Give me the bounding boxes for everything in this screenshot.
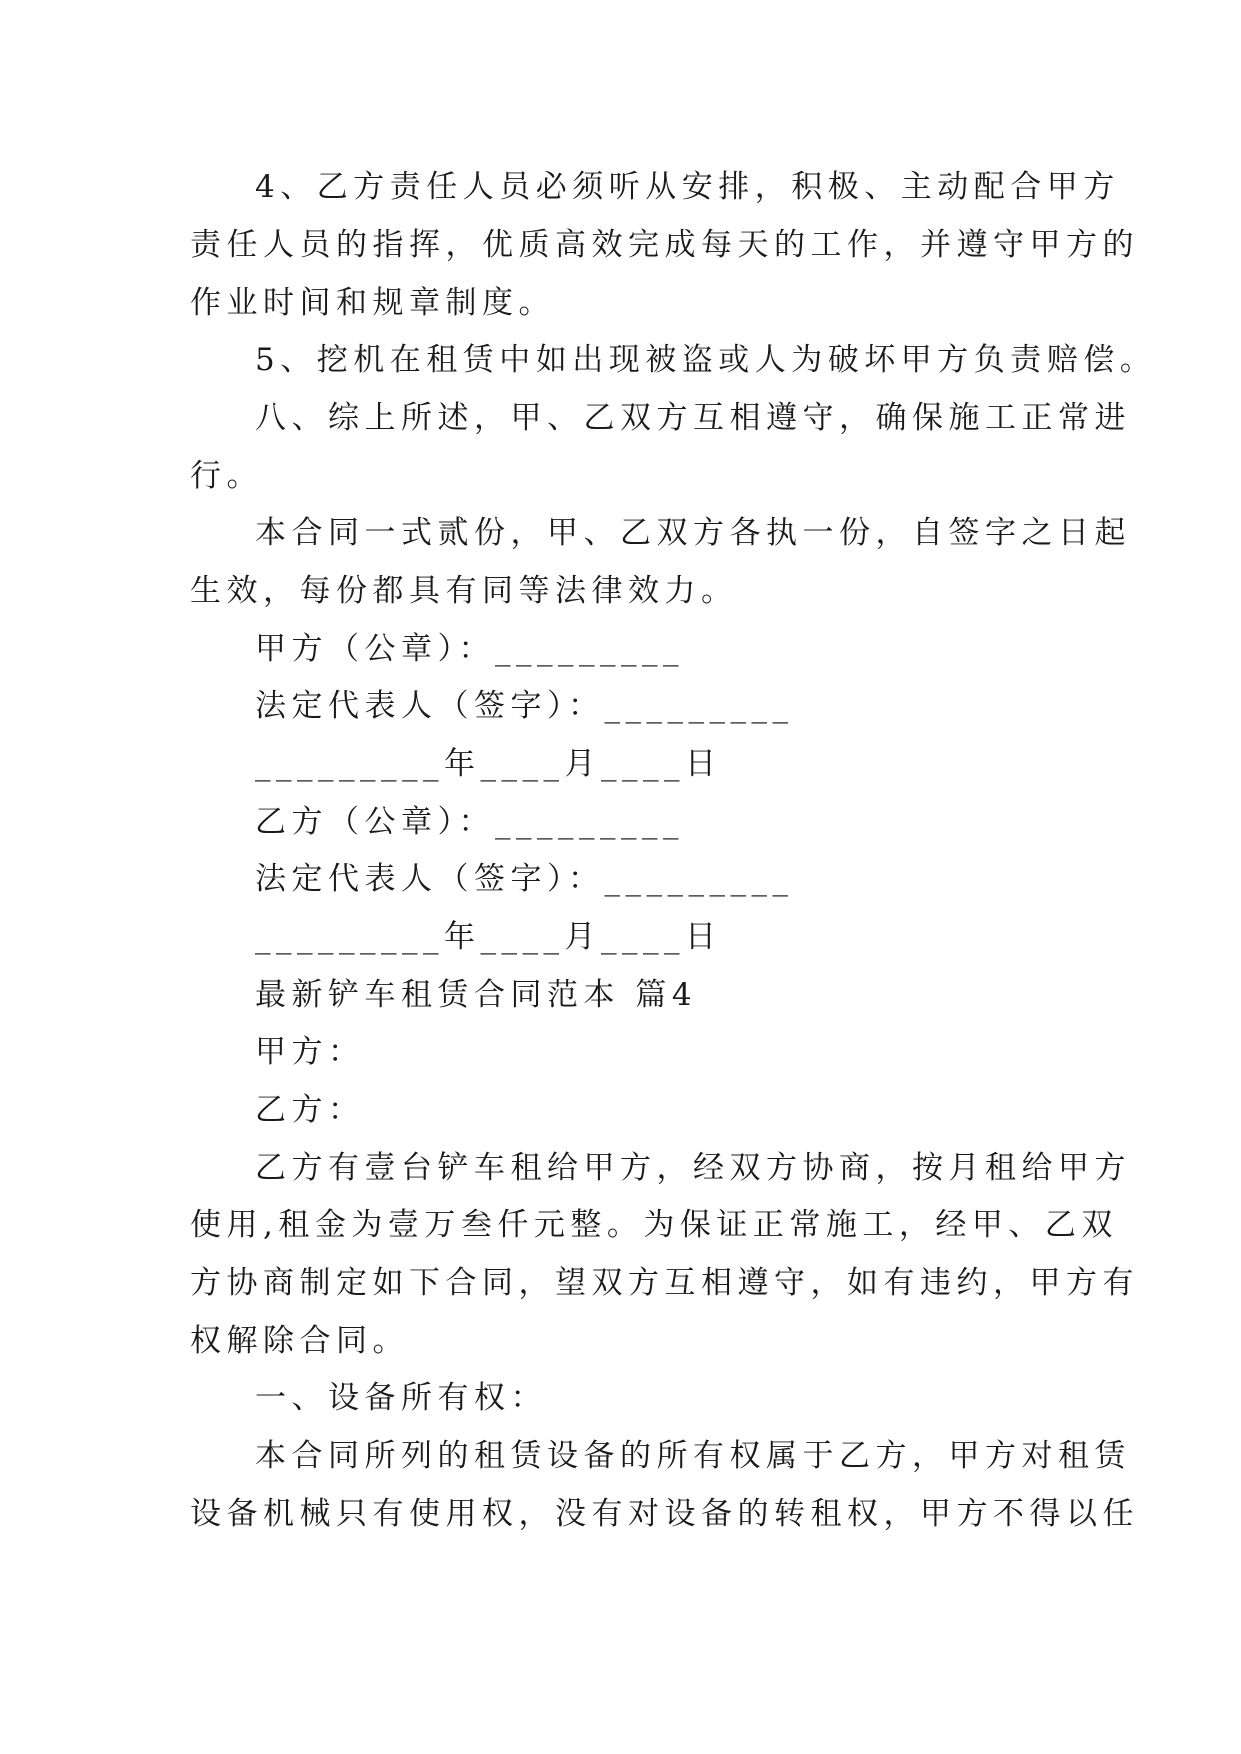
paragraph-line: 本合同一式贰份，甲、乙双方各执一份，自签字之日起 (255, 515, 1131, 551)
paragraph-line: 4、乙方责任人员必须听从安排，积极、主动配合甲方 (255, 169, 1120, 205)
paragraph-line: 八、综上所述，甲、乙双方互相遵守，确保施工正常进 (255, 400, 1131, 436)
paragraph-line: 使用,租金为壹万叁仟元整。为保证正常施工，经甲、乙双 (190, 1207, 1118, 1243)
section-title: 最新铲车租赁合同范本 篇4 (255, 977, 698, 1013)
paragraph-line: 方协商制定如下合同，望双方互相遵守，如有违约，甲方有 (190, 1265, 1139, 1301)
paragraph-line: 乙方有壹台铲车租给甲方，经双方协商，按月租给甲方 (255, 1150, 1131, 1186)
party-label: 乙方： (255, 1092, 365, 1128)
signature-line: 甲方（公章）：_________ (255, 631, 684, 667)
paragraph-line: 5、挖机在租赁中如出现被盗或人为破坏甲方负责赔偿。 (255, 342, 1157, 378)
paragraph-line: 设备机械只有使用权，没有对设备的转租权，甲方不得以任 (190, 1496, 1139, 1532)
paragraph-line: 权解除合同。 (190, 1323, 409, 1359)
date-line: _________年____月____日 (255, 746, 722, 782)
signature-line: 法定代表人（签字）：_________ (255, 861, 794, 897)
section-heading: 一、设备所有权： (255, 1380, 547, 1416)
paragraph-line: 责任人员的指挥，优质高效完成每天的工作，并遵守甲方的 (190, 227, 1139, 263)
paragraph-line: 行。 (190, 458, 263, 494)
signature-line: 法定代表人（签字）：_________ (255, 688, 794, 724)
party-label: 甲方： (255, 1034, 365, 1070)
paragraph-line: 作业时间和规章制度。 (190, 285, 555, 321)
paragraph-line: 生效，每份都具有同等法律效力。 (190, 573, 738, 609)
signature-line: 乙方（公章）：_________ (255, 804, 684, 840)
date-line: _________年____月____日 (255, 919, 722, 955)
paragraph-line: 本合同所列的租赁设备的所有权属于乙方，甲方对租赁 (255, 1438, 1131, 1474)
